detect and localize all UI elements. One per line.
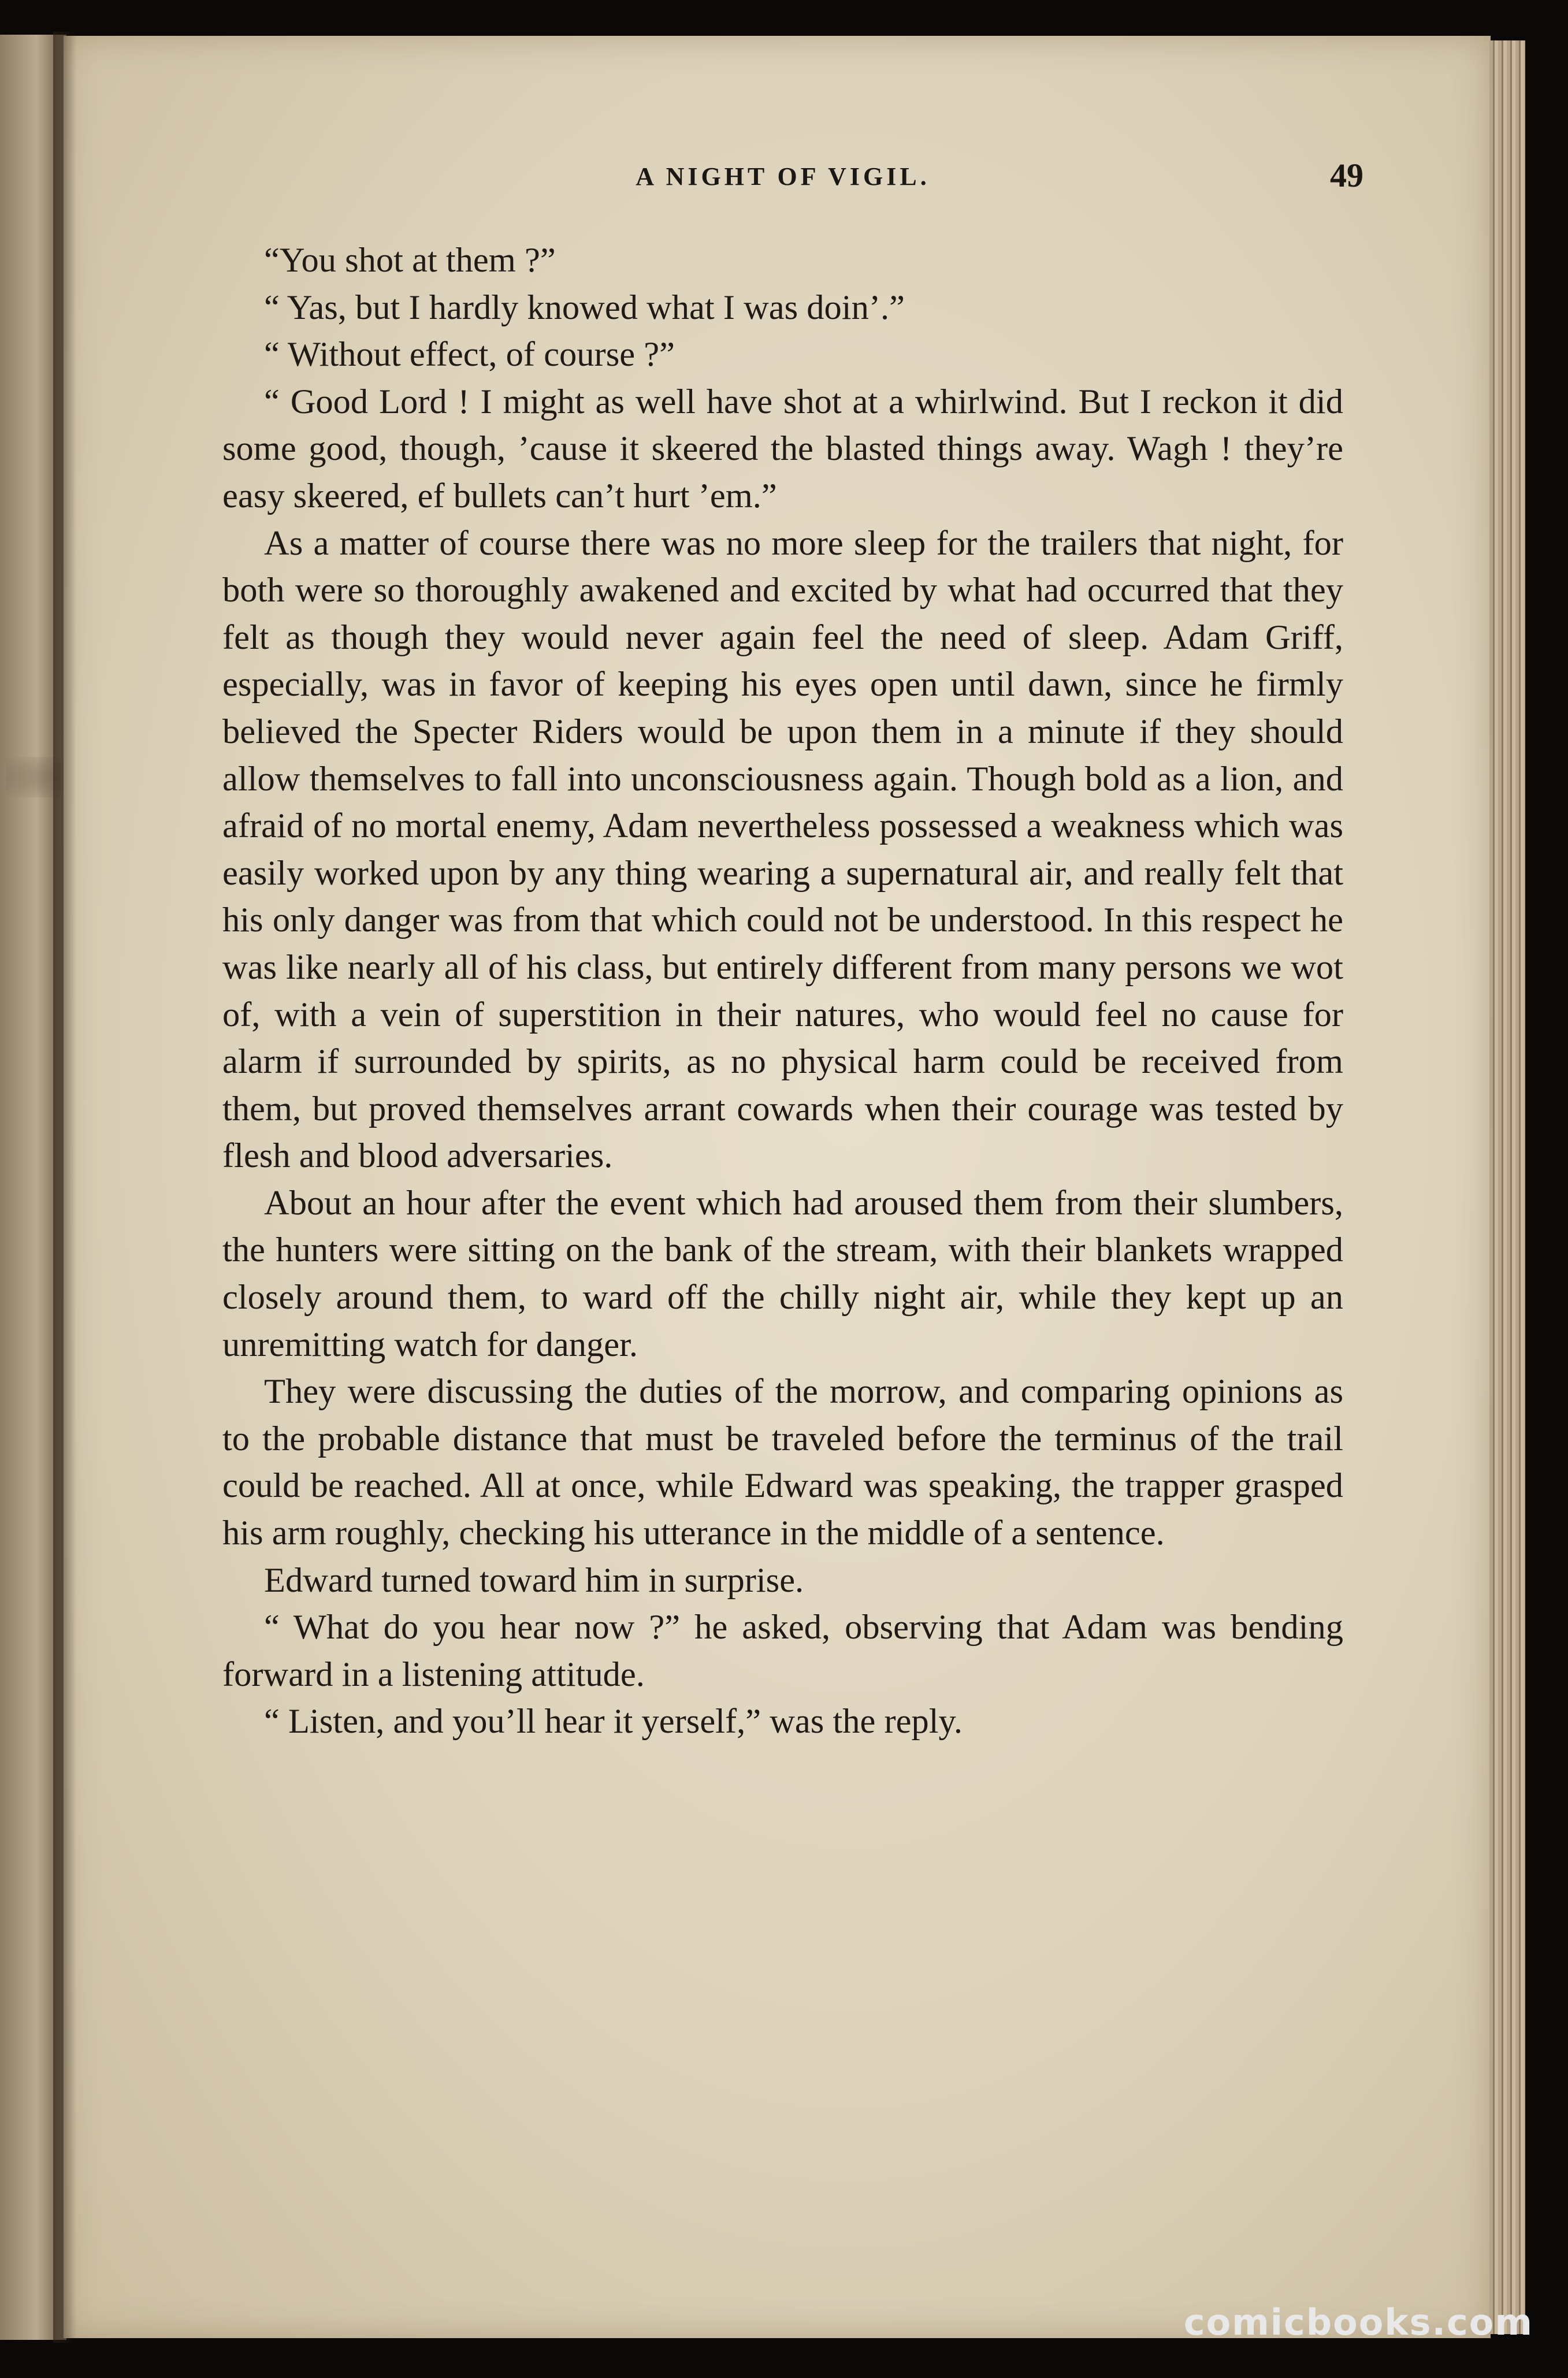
paragraph: “ Yas, but I hardly knowed what I was doin’.” bbox=[264, 288, 905, 327]
paragraph: “You shot at them ?” bbox=[264, 241, 556, 280]
paragraph: As a matter of course there was no more sleep for the trailers that night, for both were so thoroughly awakened and excited by what had occurred that they felt as though they would never again feel the need of sleep. Adam Griff, especially, was in favor of keeping his eyes open until dawn, since he firmly believed the Specter Riders would be upon them in a minute if they should allow themselves to fall into unconsciousness again. Though bold as a lion, and afraid of no mortal enemy, Adam nevertheless possessed a weakness which was easily worked upon by any thing wearing a supernatural air, and really felt that his only danger was from that which could not be understood. In this respect he was like nearly all of his class, but entirely different from many persons we wot of, with a vein of superstition in their natures, who would feel no cause for alarm if surrounded by spirits, as no physical harm could be received from them, but proved themselves arrant cowards when their courage was tested by flesh and blood adversaries. bbox=[222, 523, 1343, 1176]
page-stack-edges bbox=[1489, 40, 1530, 2334]
page-header bbox=[220, 156, 1363, 208]
page-gutter bbox=[53, 32, 76, 2343]
paragraph: “ Listen, and you’ll hear it yerself,” was the reply. bbox=[264, 1702, 963, 1741]
watermark: comicbooks.com bbox=[1183, 2301, 1533, 2343]
running-head: A NIGHT OF VIGIL. bbox=[636, 162, 930, 191]
paragraph: Edward turned toward him in surprise. bbox=[264, 1560, 804, 1600]
paragraph: “ Without effect, of course ?” bbox=[264, 335, 675, 374]
body-text bbox=[222, 237, 1343, 1745]
paragraph: They were discussing the duties of the morrow, and comparing opinions as to the probable distance that must be traveled before the terminus of the trail could be reached. All at once, while Edward was speaking, the trapper grasped his arm roughly, checking his utterance in the middle of a sentence. bbox=[222, 1372, 1343, 1553]
page-number: 49 bbox=[1330, 157, 1363, 194]
background-shadow bbox=[1525, 35, 1568, 2346]
paragraph: “ What do you hear now ?” he asked, observing that Adam was bending forward in a listening attitude. bbox=[222, 1608, 1343, 1694]
paragraph: “ Good Lord ! I might as well have shot at a whirlwind. But I reckon it did some good, though, ’cause it skeered the blasted things away. Wagh ! they’re easy skeered, ef bullets can’t hurt ’em.” bbox=[222, 382, 1343, 515]
paragraph: About an hour after the event which had aroused them from their slumbers, the hunters were sitting on the bank of the stream, with their blankets wrapped closely around them, to ward off the chilly night air, while they kept up an unremitting watch for danger. bbox=[222, 1183, 1343, 1364]
